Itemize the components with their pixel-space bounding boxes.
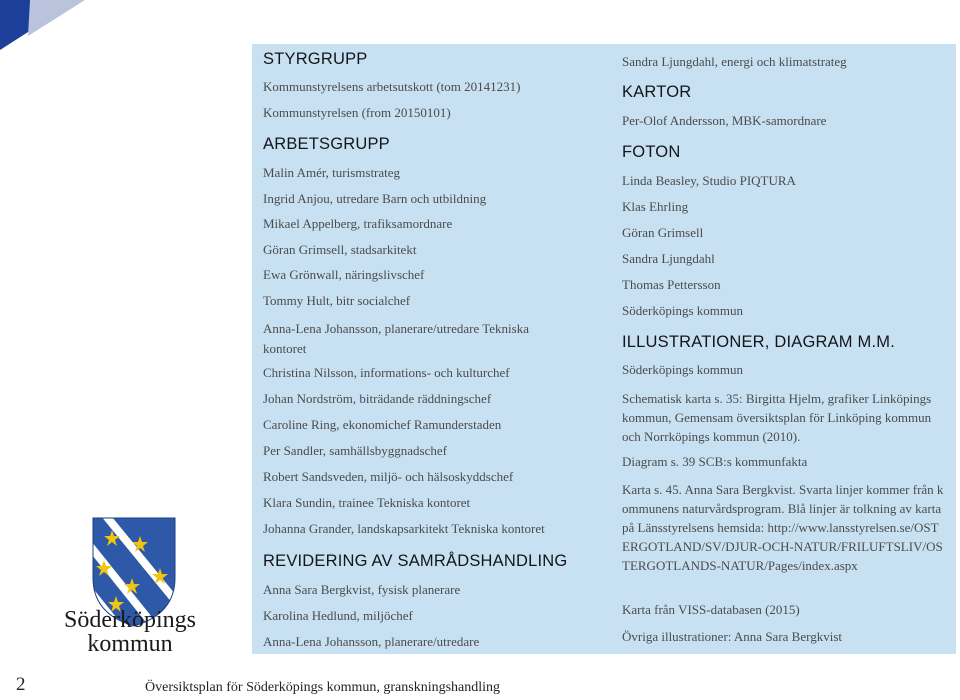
- list-item: Malin Amér, turismstrateg: [263, 165, 401, 180]
- list-item: Ewa Grönwall, näringslivschef: [263, 267, 425, 282]
- list-item: Karta från VISS-databasen (2015): [622, 602, 800, 617]
- list-item: Klara Sundin, trainee Tekniska kontoret: [263, 495, 471, 510]
- arbetsgrupp-heading: ARBETSGRUPP: [263, 135, 390, 153]
- kartor-heading: KARTOR: [622, 83, 692, 101]
- list-item: Caroline Ring, ekonomichef Ramunderstaden: [263, 417, 502, 432]
- list-item: Ingrid Anjou, utredare Barn och utbildning: [263, 191, 487, 206]
- illustrationer-heading: ILLUSTRATIONER, DIAGRAM M.M.: [622, 333, 895, 351]
- list-item: Per-Olof Andersson, MBK-samordnare: [622, 113, 827, 128]
- list-item: Mikael Appelberg, trafiksamordnare: [263, 216, 453, 231]
- list-item: Söderköpings kommun: [622, 303, 743, 318]
- list-item: Diagram s. 39 SCB:s kommunfakta: [622, 454, 808, 469]
- list-item: Christina Nilsson, informations- och kulturchef: [263, 365, 510, 380]
- corner-decoration: [0, 0, 110, 80]
- list-item: Sandra Ljungdahl, energi och klimatstrateg: [622, 54, 847, 69]
- list-item: Söderköpings kommun: [622, 362, 743, 377]
- revidering-heading: REVIDERING AV SAMRÅDSHANDLING: [263, 552, 568, 570]
- list-item: Anna-Lena Johansson, planerare/utredare Tekniska kontoret: [263, 321, 529, 356]
- list-item: Karolina Hedlund, miljöchef: [263, 608, 413, 623]
- list-item: Linda Beasley, Studio PIQTURA: [622, 173, 796, 188]
- list-item: Thomas Pettersson: [622, 277, 721, 292]
- list-item: Schematisk karta s. 35: Birgitta Hjelm, grafiker Linköpings kommun, Gemensam översiktsplan för Linköping kommun och Norrköpings kommun (2010).: [622, 391, 932, 444]
- list-item: Göran Grimsell, stadsarkitekt: [263, 242, 417, 257]
- list-item: Göran Grimsell: [622, 225, 704, 240]
- foton-heading: FOTON: [622, 143, 681, 161]
- list-item: Anna-Lena Johansson, planerare/utredare: [263, 634, 480, 649]
- logo-line-2: kommun: [87, 631, 173, 657]
- page-number: 2: [16, 674, 26, 695]
- logo-line-1: Söderköpings: [64, 607, 196, 633]
- list-item: Sandra Ljungdahl: [622, 251, 715, 266]
- list-item: Johan Nordström, biträdande räddningschef: [263, 391, 492, 406]
- list-item: Kommunstyrelsen (from 20150101): [263, 105, 451, 120]
- list-item: Tommy Hult, bitr socialchef: [263, 293, 411, 308]
- styrgrupp-heading: STYRGRUPP: [263, 50, 368, 68]
- content-panel: [252, 44, 956, 654]
- list-item: Övriga illustrationer: Anna Sara Bergkvist: [622, 629, 842, 644]
- page-footer: Översiktsplan för Söderköpings kommun, granskningshandling: [145, 680, 501, 695]
- list-item: Per Sandler, samhällsbyggnadschef: [263, 443, 447, 458]
- list-item: Johanna Grander, landskapsarkitekt Tekniska kontoret: [263, 521, 545, 536]
- logo-wordmark: [50, 608, 210, 656]
- list-item: Klas Ehrling: [622, 199, 689, 214]
- list-item: Robert Sandsveden, miljö- och hälsoskyddschef: [263, 469, 514, 484]
- list-item: Anna Sara Bergkvist, fysisk planerare: [263, 582, 461, 597]
- list-item: Karta s. 45. Anna Sara Bergkvist. Svarta linjer kommer från kommunens naturvårdsprogram. Blå linjer är tolkning av karta på Länsstyrelsens hemsida: http://www.lansstyrelsen.se/OSTERGOTLAND/SV/DJUR-OCH-NATUR/FRILUFTSLIV/OSTERGOTLANDS-NATUR/Pages/index.aspx: [622, 482, 944, 573]
- list-item: Kommunstyrelsens arbetsutskott (tom 20141231): [263, 79, 521, 94]
